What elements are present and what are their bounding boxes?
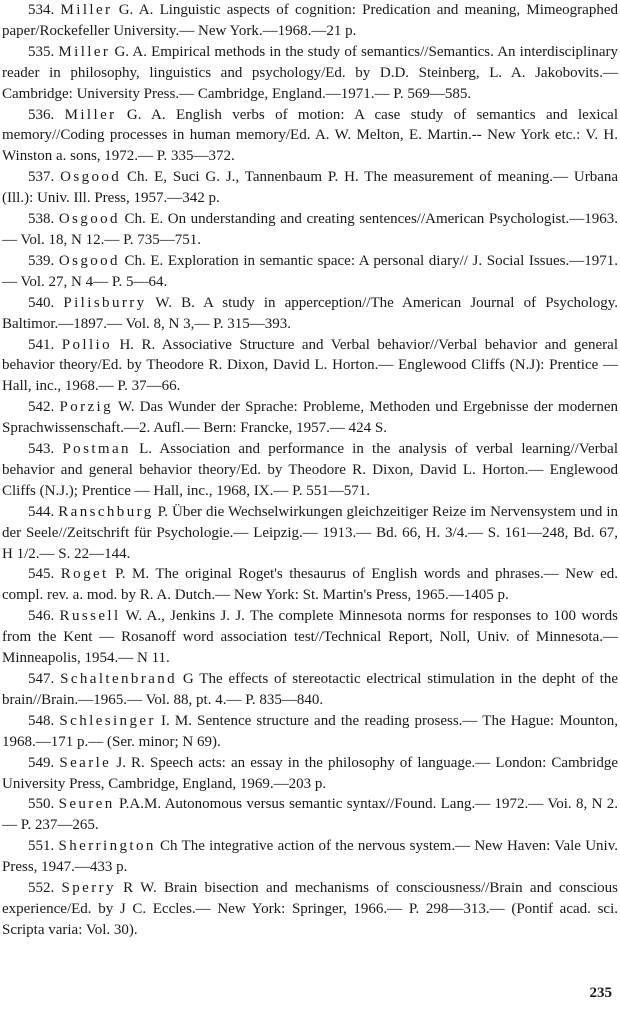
reference-entry [2,564,620,606]
reference-number: 538. [28,211,55,228]
reference-entry [2,606,620,669]
reference-number: 545. [28,566,55,583]
reference-author: Pilisburry [63,294,147,311]
reference-author: Osgood [58,252,120,269]
reference-number: 541. [28,336,55,353]
reference-entry [2,669,620,711]
reference-number: 550. [28,796,55,813]
reference-number: 534. [28,2,55,18]
reference-text: W. A., Jenkins J. J. The complete Minnesota norms for responses to 100 words from the Kent — Rosanoff word association test//Technical Report, Noll, Univ. of Minnesota.—Minneapolis, 1954.— N 11. [2,608,619,667]
reference-author: Schaltenbrand [60,671,178,687]
reference-number: 539. [28,252,55,269]
reference-entry [2,836,620,878]
reference-number: 549. [28,754,55,771]
reference-number: 540. [28,294,55,311]
reference-number: 537. [28,169,55,186]
reference-author: Sherrington [58,838,156,855]
reference-entry [2,293,620,335]
reference-text: J. R. Speech acts: an essay in the philosophy of language.— London: Cambridge University Press, Cambridge, England, 1969.—203 p. [2,754,618,792]
reference-list [2,0,620,941]
reference-entry [2,753,620,795]
reference-number: 543. [28,441,55,458]
reference-text: R W. Brain bisection and mechanisms of consciousness//Brain and conscious experience/Ed. by J C. Eccles.— New York: Springer, 1966.— P. 298—313.— (Pontif acad. sci. Scripta varia: Vol. 30). [2,880,619,938]
reference-number: 551. [28,838,55,855]
reference-entry [2,439,620,502]
reference-author: Miller [64,106,117,123]
reference-entry [2,209,620,251]
reference-entry [2,105,620,168]
reference-number: 536. [28,106,55,123]
reference-author: Schlesinger [59,712,156,729]
reference-entry [2,335,620,398]
reference-text: G. A. Empirical methods in the study of semantics//Semantics. An interdisciplinary reader in philosophy, linguistics and psychology/Ed. by D.D. Steinberg, L. A. Jakobovits.— Cambridge: University Press.— Cambridge, England.—1971.— P. 569—585. [2,43,618,102]
reference-entry [2,878,620,941]
reference-author: Searle [59,754,112,771]
reference-author: Miller [60,2,113,18]
reference-text: P.A.M. Autonomous versus semantic syntax//Found. Lang.— 1972.— Voi. 8, N 2.— P. 237—265. [2,796,618,834]
reference-author: Ranschburg [58,503,154,520]
reference-entry [2,251,620,293]
reference-number: 552. [28,880,55,897]
reference-author: Russell [59,608,121,625]
reference-entry [2,711,620,753]
reference-author: Roget [60,566,109,583]
reference-author: Porzig [59,399,114,416]
reference-text: Ch. E. On understanding and creating sentences//American Psychologist.—1963.— Vol. 18, N 12.— P. 735—751. [2,211,618,248]
reference-number: 548. [28,712,55,729]
reference-author: Postman [62,441,131,458]
reference-text: P. Über die Wechselwirkungen gleichzeitiger Reize im Nervensystem und in der Seele//Zeitschrift für Psychologie.— Leipzig.— 1913.— Bd. 66, H. 3/4.— S. 161—248, Bd. 67, H 1/2.— S. 22—144. [2,503,619,562]
reference-number: 547. [28,671,55,687]
reference-author: Miller [58,43,111,60]
reference-text: W. B. A study in apperception//The American Journal of Psychology. Baltimor.—1897.— Vol. 8, N 3,— P. 315—393. [2,294,618,332]
reference-text: G. A. Linguistic aspects of cognition: Predication and meaning, Mimeographed paper/Rockefeller University.— New York.—1968.—21 p. [2,2,618,39]
reference-text: H. R. Associative Structure and Verbal behavior//Verbal behavior and general behavior theory/Ed. by Theodore R. Dixon, David L. Horton.— Englewood Cliffs (N.J): Prentice — Hall, inc., 1968.— P. 37—66. [2,336,618,395]
reference-entry [2,502,620,565]
reference-author: Osgood [58,211,120,228]
reference-author: Seuren [58,796,115,813]
reference-author: Pollio [61,336,112,353]
reference-number: 542. [28,399,55,416]
reference-entry [2,42,620,105]
reference-entry [2,167,620,209]
reference-text: Ch The integrative action of the nervous system.— New Haven: Vale Univ. Press, 1947.—433 p. [2,838,618,876]
reference-text: Ch. E. Exploration in semantic space: A personal diary// J. Social Issues.—1971.— Vol. 27, N 4— P. 5—64. [2,252,619,290]
reference-entry [2,397,620,439]
reference-text: W. Das Wunder der Sprache: Probleme, Methoden und Ergebnisse der modernen Sprachwissenschaft.—2. Aufl.— Bern: Francke, 1957.— 424 S. [2,399,619,437]
reference-number: 546. [28,608,55,625]
reference-text: G. A. English verbs of motion: A case study of semantics and lexical memory//Coding processes in human memory/Ed. A. W. Melton, E. Martin.-- New York etc.: V. H. Winston a. sons, 1972.— P. 335—372. [2,106,618,165]
reference-author: Osgood [60,169,122,186]
reference-number: 535. [28,43,55,60]
reference-text: L. Association and performance in the analysis of verbal learning//Verbal behavior and general behavior theory/Ed. by Theodore R. Dixon, David L. Horton.— Englewood Cliffs (N.J.); Prentice — Hall, inc., 1968, IX.— P. 551—571. [2,441,618,499]
reference-text: G The effects of stereotactic electrical stimulation in the depht of the brain//Brain.—1965.— Vol. 88, pt. 4.— P. 835—840. [2,671,618,708]
reference-number: 544. [28,503,55,520]
page-number: 235 [589,985,612,1001]
reference-text: I. M. Sentence structure and the reading prosess.— The Hague: Mounton, 1968.—171 p.— (Ser. minor; N 69). [2,712,619,750]
reference-author: Sperry [61,880,116,897]
reference-text: P. M. The original Roget's thesaurus of English words and phrases.— New ed. compl. rev. a. mod. by R. A. Dutch.— New York: St. Martin's Press, 1965.—1405 p. [2,566,619,604]
reference-text: Ch. E, Suci G. J., Tannenbaum P. H. The measurement of meaning.— Urbana (Ill.): Univ. Ill. Press, 1957.—342 p. [2,169,619,207]
reference-entry [2,794,620,836]
reference-entry [2,0,620,42]
